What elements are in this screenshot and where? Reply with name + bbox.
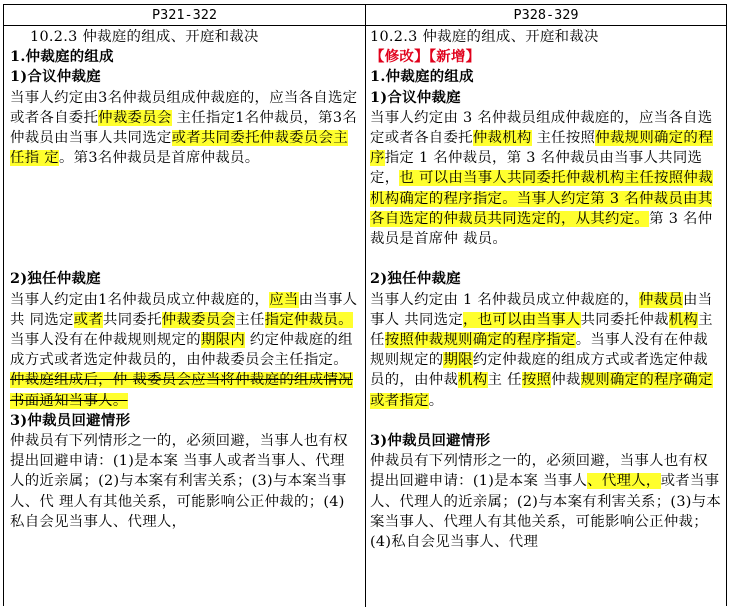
deleted-text: 仲裁庭组成后，仲 裁委员会应当将仲裁庭的组成情况书面通知当事人。: [10, 372, 353, 409]
highlighted-text: 按照: [521, 372, 552, 389]
header-divider: [4, 25, 726, 26]
highlighted-text: 指定仲裁员。: [264, 311, 353, 328]
right-paragraph-recusal: [370, 451, 722, 552]
right-column: [370, 27, 722, 552]
text-run: 共同委托: [103, 311, 162, 328]
text-run: 共同委托仲裁: [580, 311, 669, 328]
highlighted-text: 、代理人，: [587, 473, 661, 490]
highlighted-text: 仲裁委员会: [98, 109, 172, 126]
left-subheading-recusal: 3)仲裁员回避情形: [10, 411, 131, 429]
revision-tags: 【修改】【新增】: [370, 48, 481, 66]
text-run: 。第3名仲裁员是首席仲裁员。: [58, 150, 260, 167]
highlighted-text: 仲裁委员会: [161, 311, 236, 328]
left-paragraph-sole: [10, 290, 359, 411]
right-column-header: P328-329: [513, 7, 579, 23]
right-paragraph-sole: [370, 290, 722, 411]
text-run: 当事人约定由 3 名仲裁员组成仲裁庭的，应当各自选定或者各自委托: [370, 109, 713, 147]
left-subheading-composition: 1.仲裁庭的组成: [10, 48, 114, 66]
text-run: 当事人约定由3名仲裁员组成仲裁庭的，应当各自选定或者各自委托: [10, 89, 358, 126]
highlighted-text: 按照仲裁规则确定的程序指定: [384, 332, 576, 349]
right-section-title: 10.2.3 仲裁庭的组成、开庭和裁决: [370, 29, 599, 45]
highlighted-text: 仲裁机构: [472, 130, 532, 147]
text-run: 主任: [370, 311, 713, 349]
highlighted-text: 仲裁员: [638, 291, 684, 308]
left-section-title: 10.2.3 仲裁庭的组成、开庭和裁决: [30, 29, 259, 45]
right-paragraph-collegial: [370, 108, 722, 249]
highlighted-text: 期限: [443, 352, 473, 369]
right-subheading-composition: 1.仲裁庭的组成: [370, 68, 474, 86]
highlighted-text: 也 可以由当事人共同委托仲裁机构主任按照仲裁机构确定的程序指定。当事人约定第 3 名仲裁员由其各自选定的仲裁员共同选定的，从其约定。: [370, 170, 713, 227]
highlighted-text: 或者: [73, 311, 104, 328]
text-run: 主 任: [487, 372, 522, 389]
text-run: 主任指定1名仲裁员，第3名仲裁员由当事人共同选定: [10, 109, 358, 147]
highlighted-text: 期限内: [200, 331, 246, 348]
text-run: 仲裁员有下列情形之一的，必须回避，当事人也有权提出回避申请：(1)是本案 当事人: [370, 453, 708, 490]
comparison-table: [3, 4, 727, 606]
text-run: 约定仲裁庭的组成方式或者选定仲裁员的，由仲裁委员会主任指定。: [10, 331, 353, 369]
text-run: 主任按照: [531, 130, 596, 147]
text-run: 。当事人没有在仲裁规则规定的: [370, 332, 708, 369]
highlighted-text: 规则确定的程序确定或者指定: [370, 372, 713, 409]
left-paragraph-collegial: [10, 88, 359, 169]
left-subheading-sole: 2)独任仲裁庭: [10, 270, 101, 288]
text-run: 当事人约定由 1 名仲裁员成立仲裁庭的，: [370, 291, 639, 308]
column-divider: [365, 5, 366, 607]
text-run: 由当事人共 同选定: [10, 291, 358, 328]
left-subheading-collegial: 1)合议仲裁庭: [10, 68, 101, 86]
text-run: 当事人约定由1名仲裁员成立仲裁庭的，: [10, 291, 270, 308]
right-subheading-recusal: 3)仲裁员回避情形: [370, 432, 491, 450]
right-subheading-collegial: 1)合议仲裁庭: [370, 88, 461, 106]
highlighted-text: 或者共同委托仲裁委员会主任指 定: [10, 130, 348, 167]
text-run: 由当事人 共同选定: [370, 291, 713, 328]
highlighted-text: 机构: [668, 311, 699, 328]
left-paragraph-recusal: 仲裁员有下列情形之一的，必须回避，当事人也有权提出回避申请：(1)是本案 当事人或者当事人、代理人的近亲属；(2)与本案有利害关系；(3)与本案当事人、代 理人有其他关系，可能影响公正仲裁的；(4)私自会见当事人、代理人，: [10, 432, 348, 530]
right-subheading-sole: 2)独任仲裁庭: [370, 270, 461, 288]
left-column-header: P321-322: [151, 7, 218, 23]
highlighted-text: 仲裁规则确定的程序: [370, 130, 713, 167]
text-run: 。: [428, 392, 444, 409]
text-run: 第 3 名仲裁员是首席仲 裁员。: [370, 210, 713, 248]
highlighted-text: ，也可以由当事人: [463, 311, 581, 328]
highlighted-text: 机构: [458, 372, 488, 389]
text-run: 或者当事人、代理人的近亲属；(2)与本案有利害关系；(3)与本案当事人、代理人有其他关系，可能影响公正仲裁；(4)私自会见当事人、代理: [370, 473, 722, 551]
highlighted-text: 应当: [269, 291, 299, 308]
left-column: [10, 27, 359, 532]
text-run: 约定仲裁庭的组成方式或者选定仲裁员的，由仲裁: [370, 352, 708, 389]
text-run: 仲裁: [551, 372, 581, 389]
text-run: 主任: [235, 311, 265, 328]
text-run: 指定 1 名仲裁员，第 3 名仲裁员由当事人共同选定，: [370, 150, 703, 187]
text-run: 当事人没有在仲裁规则规定的: [10, 331, 201, 348]
